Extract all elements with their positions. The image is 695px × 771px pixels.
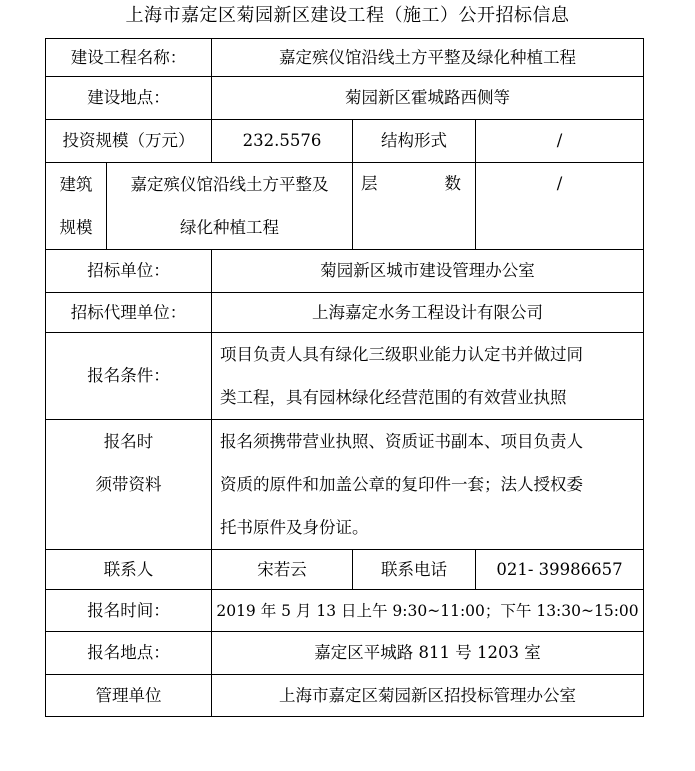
building-scale-value-line2: 绿化种植工程	[180, 218, 279, 237]
row-project-name	[46, 39, 644, 77]
investment-value: 232.5576	[212, 120, 353, 163]
tenderer-label: 招标单位：	[46, 250, 212, 293]
place-label: 报名地点：	[46, 632, 212, 675]
conditions-value	[212, 333, 644, 420]
manager-label: 管理单位	[46, 675, 212, 717]
row-place	[46, 632, 644, 675]
building-scale-label-line2: 规模	[59, 218, 93, 237]
floors-value: /	[476, 163, 644, 250]
row-time	[46, 590, 644, 632]
materials-line3: 托书原件及身份证。	[220, 518, 369, 537]
materials-line1: 报名须携带营业执照、资质证书副本、项目负责人	[220, 432, 583, 451]
contact-label: 联系人	[46, 550, 212, 590]
place-value: 嘉定区平城路 811 号 1203 室	[212, 632, 644, 675]
building-scale-label-line1: 建筑	[59, 175, 93, 194]
agent-label: 招标代理单位：	[46, 293, 212, 333]
tender-info-table	[45, 38, 644, 717]
row-contact	[46, 550, 644, 590]
materials-label	[46, 420, 212, 550]
location-label: 建设地点：	[46, 77, 212, 120]
page-title: 上海市嘉定区菊园新区建设工程（施工）公开招标信息	[125, 5, 570, 26]
building-scale-value-line1: 嘉定殡仪馆沿线土方平整及	[130, 175, 329, 194]
row-agent	[46, 293, 644, 333]
materials-line2: 资质的原件和加盖公章的复印件一套；法人授权委	[220, 475, 583, 494]
investment-label: 投资规模（万元）	[46, 120, 212, 163]
phone-label: 联系电话	[353, 550, 476, 590]
building-scale-label	[46, 163, 107, 250]
row-tenderer	[46, 250, 644, 293]
time-label: 报名时间：	[46, 590, 212, 632]
row-conditions	[46, 333, 644, 420]
project-name-label: 建设工程名称：	[46, 39, 212, 77]
manager-value: 上海市嘉定区菊园新区招投标管理办公室	[212, 675, 644, 717]
row-materials	[46, 420, 644, 550]
agent-value: 上海嘉定水务工程设计有限公司	[212, 293, 644, 333]
contact-value: 宋若云	[212, 550, 353, 590]
materials-label-line1: 报名时	[103, 432, 154, 451]
row-location	[46, 77, 644, 120]
materials-label-line2: 须带资料	[95, 475, 162, 494]
project-name-value: 嘉定殡仪馆沿线土方平整及绿化种植工程	[212, 39, 644, 77]
conditions-line2: 类工程，具有园林绿化经营范围的有效营业执照	[220, 388, 567, 407]
location-value: 菊园新区霍城路西侧等	[212, 77, 644, 120]
conditions-line1: 项目负责人具有绿化三级职业能力认定书并做过同	[220, 345, 583, 364]
row-investment	[46, 120, 644, 163]
phone-value: 021- 39986657	[476, 550, 644, 590]
conditions-label: 报名条件：	[46, 333, 212, 420]
structure-label: 结构形式	[353, 120, 476, 163]
row-building-scale	[46, 163, 644, 250]
floors-label: 层 数	[353, 163, 476, 250]
row-manager	[46, 675, 644, 717]
tenderer-value: 菊园新区城市建设管理办公室	[212, 250, 644, 293]
time-value: 2019 年 5 月 13 日上午 9:30~11:00；下午 13:30~15:00	[212, 590, 644, 632]
materials-value	[212, 420, 644, 550]
building-scale-value	[107, 163, 353, 250]
structure-value: /	[476, 120, 644, 163]
